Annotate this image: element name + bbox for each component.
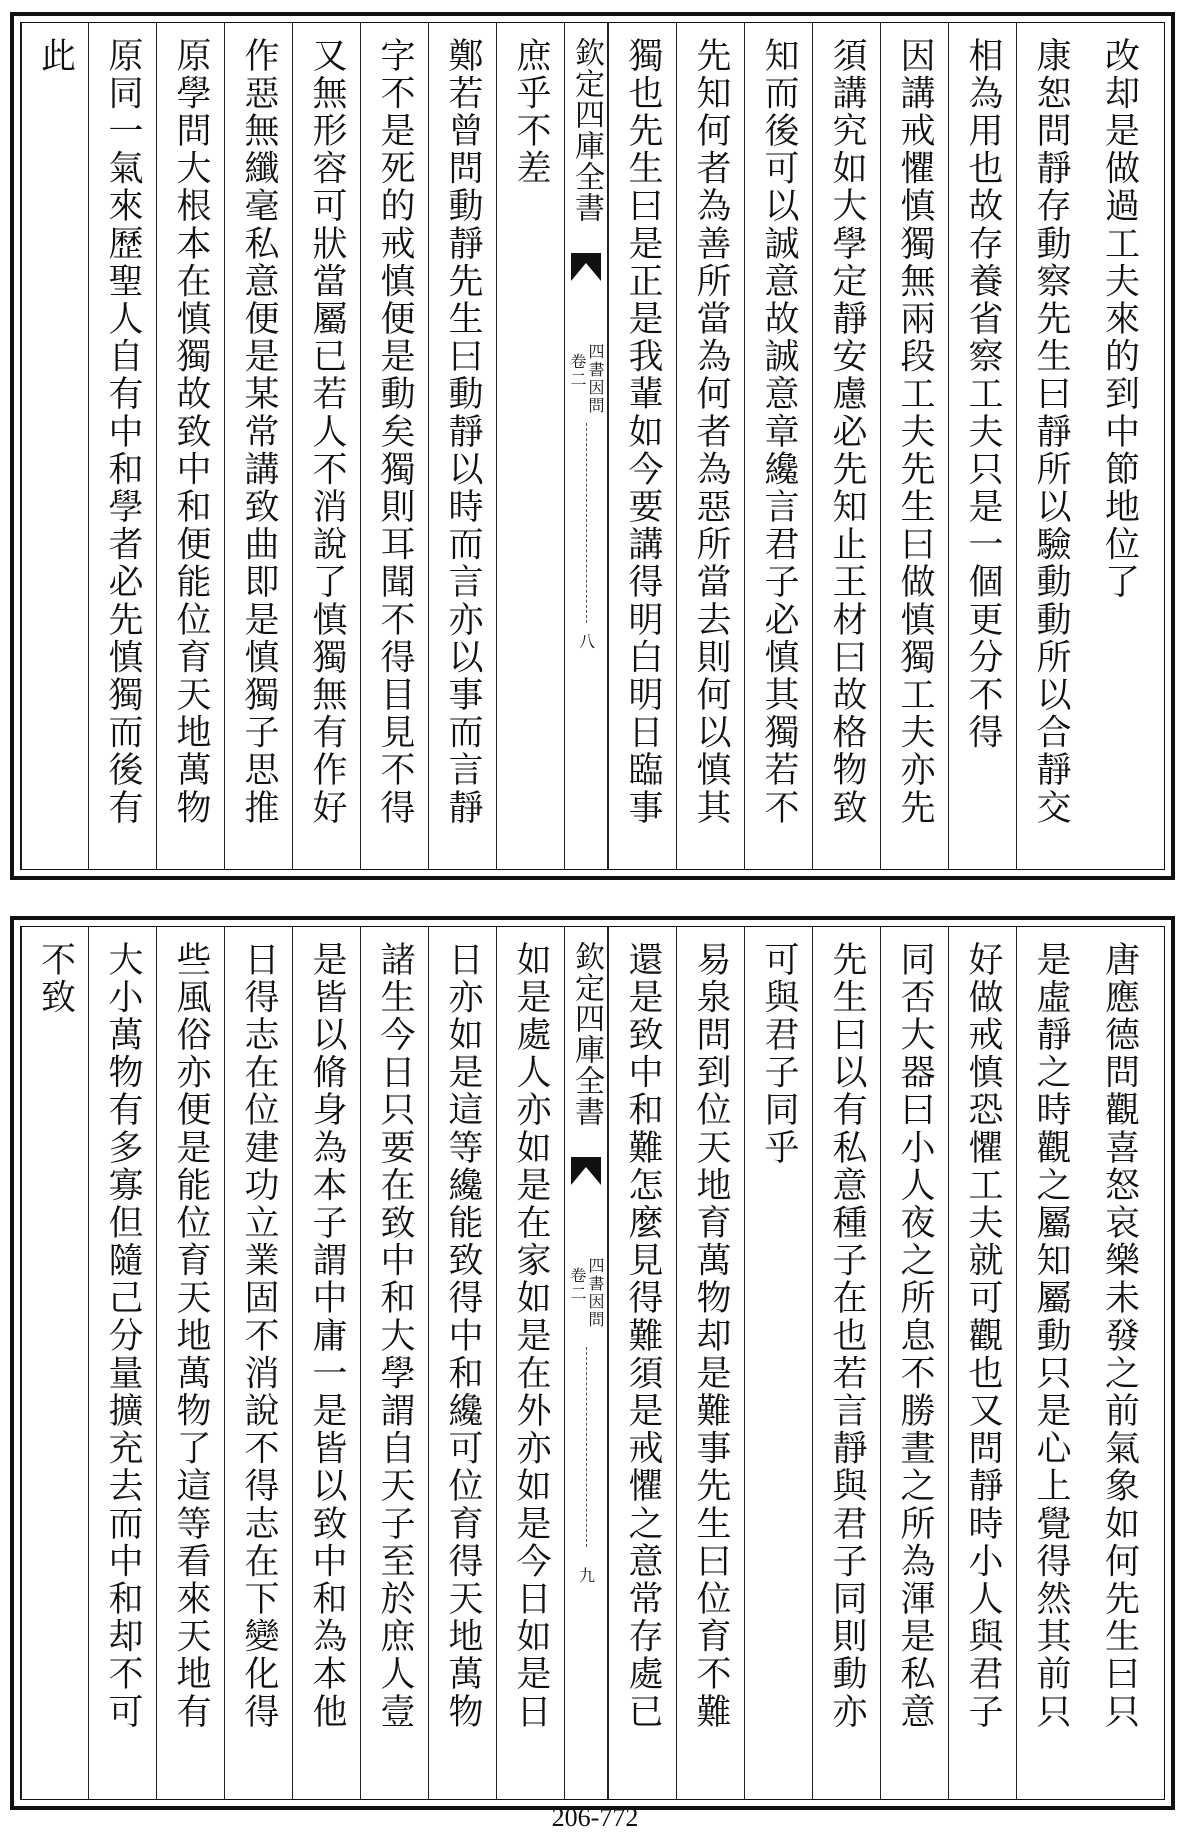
bottom-page <box>10 916 1175 1810</box>
text-column <box>608 927 676 1799</box>
text-column <box>21 927 88 1799</box>
column-text: 先生曰以有私意種子在也若言靜與君子同則動亦 <box>827 941 867 1731</box>
column-text: 諸生今日只要在致中和大學謂自天子至於庶人壹 <box>375 941 415 1731</box>
text-column <box>360 23 428 869</box>
column-text: 不致 <box>35 941 76 1017</box>
column-text: 唐應德問觀喜怒哀樂未發之前氣象如何先生曰只 <box>1099 941 1140 1731</box>
text-column <box>224 23 292 869</box>
column-text: 可與君子同乎 <box>759 941 799 1167</box>
text-column <box>21 23 88 869</box>
volume-label: 卷二 <box>568 353 587 389</box>
column-text: 同否大器曰小人夜之所息不勝晝之所為渾是私意 <box>895 941 935 1731</box>
column-text: 易泉問到位天地育萬物却是難事先生曰位育不難 <box>691 941 731 1731</box>
book-title: 四書因問 <box>586 1257 605 1329</box>
center-title: 欽定四庫全書 <box>569 941 604 1127</box>
center-title: 欽定四庫全書 <box>569 37 604 223</box>
column-text: 原學問大根本在慎獨故致中和便能位育天地萬物 <box>171 37 211 827</box>
center-rule <box>586 423 587 623</box>
volume-label: 卷二 <box>568 1267 587 1303</box>
column-text: 好做戒慎恐懼工夫就可觀也又問靜時小人與君子 <box>963 941 1003 1731</box>
column-text: 須講究如大學定靜安慮必先知止王材曰故格物致 <box>827 37 867 827</box>
text-column <box>744 23 812 869</box>
center-rule <box>586 1347 587 1547</box>
center-column <box>564 927 608 1799</box>
column-text: 是虛靜之時觀之屬知屬動只是心上覺得然其前只 <box>1031 941 1071 1731</box>
text-column <box>496 23 564 869</box>
text-column <box>676 927 744 1799</box>
text-column <box>880 927 948 1799</box>
column-text: 又無形容可狀當屬已若人不消說了慎獨無有作好 <box>307 37 347 827</box>
text-column <box>676 23 744 869</box>
page-number: 九 <box>576 1567 596 1583</box>
text-column <box>88 23 156 869</box>
page-number: 八 <box>576 633 596 649</box>
text-column <box>1016 927 1084 1799</box>
footer-page-code: 206-772 <box>551 1803 639 1832</box>
fish-tail-mark <box>571 1157 601 1185</box>
column-text: 字不是死的戒慎便是動矣獨則耳聞不得目見不得 <box>375 37 415 827</box>
bottom-page-frame <box>20 926 1165 1800</box>
text-column <box>156 927 224 1799</box>
book-title: 四書因問 <box>586 343 605 415</box>
top-page <box>10 12 1175 880</box>
text-column <box>948 23 1016 869</box>
column-text: 此 <box>35 37 76 75</box>
column-text: 康恕問靜存動察先生曰靜所以驗動動所以合靜交 <box>1031 37 1071 827</box>
text-column <box>744 927 812 1799</box>
text-column <box>1084 927 1154 1799</box>
column-text: 如是處人亦如是在家如是在外亦如是今日如是日 <box>511 941 551 1731</box>
text-column <box>224 927 292 1799</box>
column-text: 是皆以脩身為本子謂中庸一是皆以致中和為本他 <box>307 941 347 1731</box>
text-column <box>948 927 1016 1799</box>
text-column <box>428 927 496 1799</box>
text-column <box>88 927 156 1799</box>
text-column <box>812 927 880 1799</box>
column-text: 因講戒懼慎獨無兩段工夫先生曰做慎獨工夫亦先 <box>895 37 935 827</box>
top-page-frame <box>20 22 1165 870</box>
fish-tail-mark <box>571 253 601 281</box>
column-text: 原同一氣來歷聖人自有中和學者必先慎獨而後有 <box>103 37 143 827</box>
column-text: 知而後可以誠意故誠意章纔言君子必慎其獨若不 <box>759 37 799 827</box>
column-text: 鄭若曾問動靜先生曰動靜以時而言亦以事而言靜 <box>443 37 483 827</box>
text-column <box>608 23 676 869</box>
column-text: 庶乎不差 <box>511 37 551 188</box>
text-column <box>880 23 948 869</box>
column-text: 先知何者為善所當為何者為惡所當去則何以慎其 <box>691 37 731 827</box>
text-column <box>428 23 496 869</box>
text-column <box>1084 23 1154 869</box>
text-column <box>292 23 360 869</box>
column-text: 相為用也故存養省察工夫只是一個更分不得 <box>963 37 1003 752</box>
column-text: 獨也先生曰是正是我輩如今要講得明白明日臨事 <box>623 37 663 827</box>
column-text: 改却是做過工夫來的到中節地位了 <box>1099 37 1140 601</box>
text-column <box>812 23 880 869</box>
column-text: 日得志在位建功立業固不消說不得志在下變化得 <box>239 941 279 1731</box>
center-column <box>564 23 608 869</box>
text-column <box>496 927 564 1799</box>
text-column <box>156 23 224 869</box>
text-column <box>360 927 428 1799</box>
column-text: 作惡無纖毫私意便是某常講致曲即是慎獨子思推 <box>239 37 279 827</box>
text-column <box>292 927 360 1799</box>
text-column <box>1016 23 1084 869</box>
column-text: 日亦如是這等纔能致得中和纔可位育得天地萬物 <box>443 941 483 1731</box>
column-text: 大小萬物有多寡但隨己分量擴充去而中和却不可 <box>103 941 143 1731</box>
column-text: 些風俗亦便是能位育天地萬物了這等看來天地有 <box>171 941 211 1731</box>
column-text: 還是致中和難怎麼見得難須是戒懼之意常存處已 <box>623 941 663 1731</box>
